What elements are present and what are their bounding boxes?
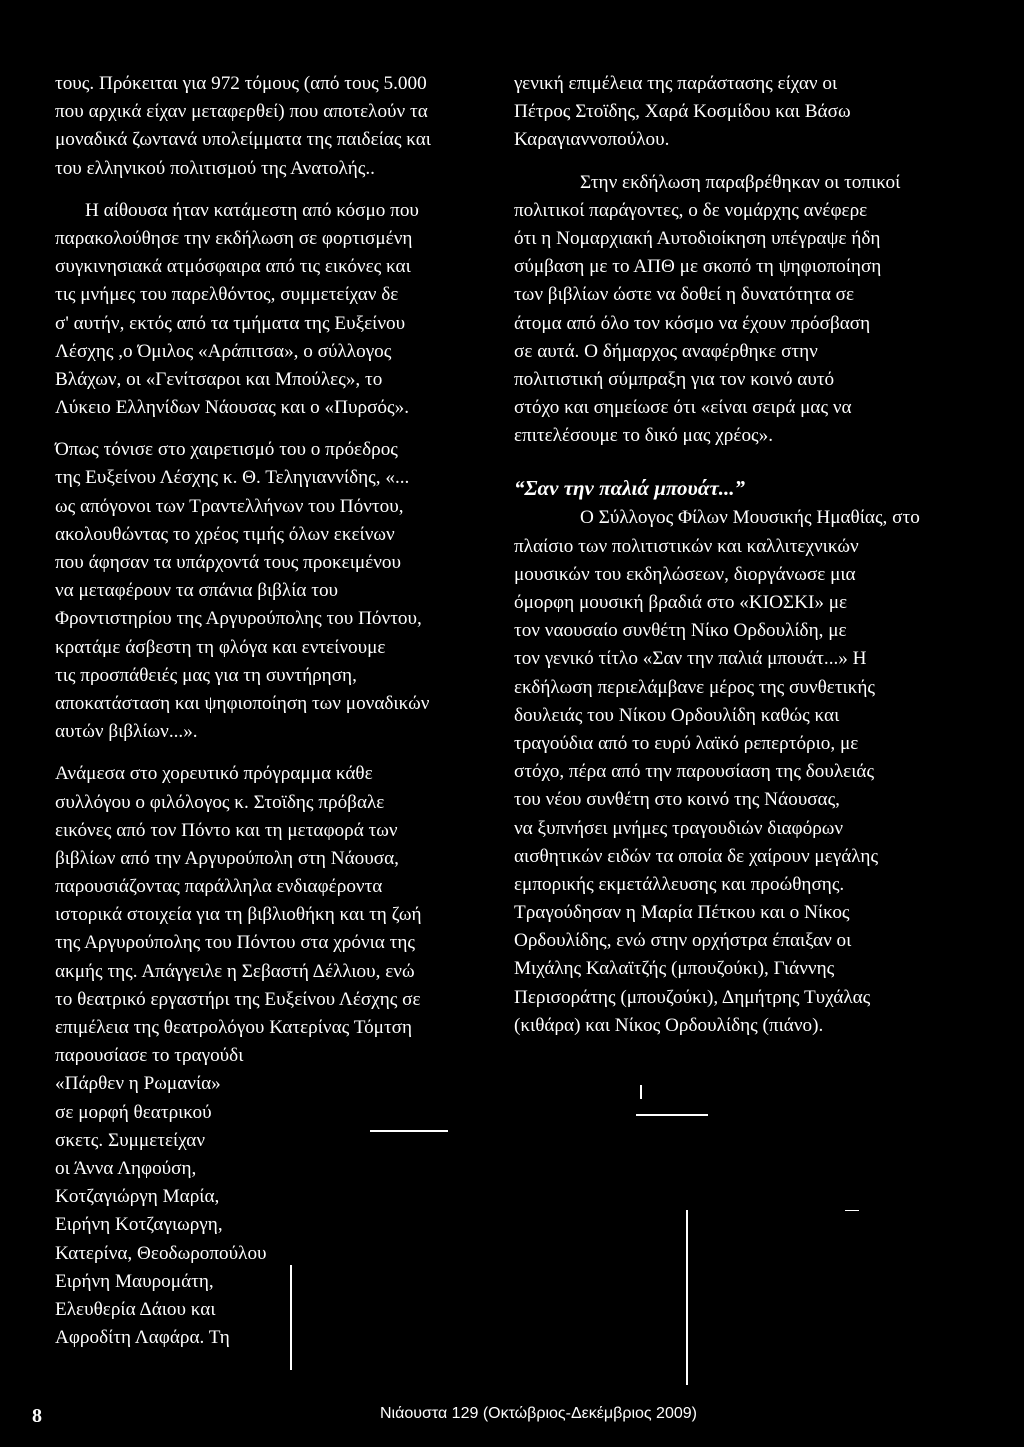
- text-line: το θεατρικό εργαστήρι της Ευξείνου Λέσχης σε: [55, 988, 421, 1010]
- text-line: πολιτιστική σύμπραξη για τον κοινό αυτό: [514, 368, 835, 390]
- scan-mark: [290, 1265, 292, 1370]
- left-paragraph-4: [55, 760, 510, 1352]
- divider-line: [636, 1114, 708, 1116]
- text-line: Κοτζαγιώργη Μαρία,: [55, 1186, 220, 1208]
- text-line: τους. Πρόκειται για 972 τόμους (από τους 5.000: [55, 73, 427, 94]
- text-line: Βλάχων, οι «Γενίτσαροι και Μπούλες», το: [55, 368, 383, 390]
- text-line: Ειρήνη Μαυρομάτη,: [55, 1270, 214, 1292]
- text-line: Ελευθερία Δάιου και: [55, 1298, 216, 1320]
- text-line: τις μνήμες του παρελθόντος, συμμετείχαν δε: [55, 284, 399, 306]
- text-line: της Αργυρούπολης του Πόντου στα χρόνια της: [55, 932, 415, 954]
- issue-info: Νιάουστα 129 (Οκτώβριος-Δεκέμβριος 2009): [380, 1405, 697, 1422]
- text-line: Αφροδίτη Λαφάρα. Τη: [55, 1327, 230, 1349]
- text-line: παρουσίασε το τραγούδι: [55, 1045, 244, 1067]
- text-line: οι Άννα Ληφούση,: [55, 1157, 197, 1179]
- text-line: τον ναουσαίο συνθέτη Νίκο Ορδουλίδη, με: [514, 620, 847, 642]
- text-line: βιβλίων από την Αργυρούπολη στη Νάουσα,: [55, 847, 399, 869]
- text-line: «Πάρθεν η Ρωμανία»: [55, 1073, 221, 1095]
- text-line: σε μορφή θεατρικού: [55, 1101, 212, 1123]
- text-line: ιστορικά στοιχεία για τη βιβλιοθήκη και τη ζωή: [55, 904, 422, 926]
- text-line: στόχο, πέρα από την παρουσίαση της δουλειάς: [514, 761, 875, 783]
- text-line: παρουσιάζοντας παράλληλα ενδιαφέροντα: [55, 876, 383, 898]
- text-line: ακολουθώντας το χρέος τιμής όλων εκείνων: [55, 523, 395, 545]
- text-line: τον γενικό τίτλο «Σαν την παλιά μπουάτ...» Η: [514, 648, 867, 670]
- text-line: επιτελέσουμε το δικό μας χρέος».: [514, 425, 774, 447]
- page-number: 8: [32, 1405, 42, 1427]
- text-line: συλλόγου ο φιλόλογος κ. Στοϊδης πρόβαλε: [55, 791, 385, 813]
- text-line: που άφησαν τα υπάρχοντά τους προκειμένου: [55, 552, 401, 573]
- text-line: πολιτικοί παράγοντες, ο δε νομάρχης ανέφερε: [514, 199, 868, 221]
- text-line: παρακολούθησε την εκδήλωση σε φορτισμένη: [55, 227, 413, 249]
- text-line: όμορφη μουσική βραδιά στο «ΚΙΟΣΚΙ» με: [514, 592, 848, 613]
- text-line: τις προσπάθειές μας για τη συντήρηση,: [55, 664, 357, 686]
- text-line: αυτών βιβλίων...».: [55, 721, 198, 743]
- text-line: συγκινησιακά ατμόσφαιρα από τις εικόνες και: [55, 256, 411, 278]
- text-line: ως απόγονοι των Τραντελλήνων του Πόντου,: [55, 495, 404, 517]
- text-line: πλαίσιο των πολιτιστικών και καλλιτεχνικών: [514, 535, 859, 557]
- text-line: του νέου συνθέτη στο κοινό της Νάουσας,: [514, 789, 840, 811]
- text-line: στόχο και σημείωσε ότι «είναι σειρά μας να: [514, 397, 852, 419]
- text-line: των βιβλίων ώστε να δοθεί η δυνατότητα σε: [514, 284, 855, 306]
- text-line: άτομα από όλο τον κόσμο να έχουν πρόσβαση: [514, 312, 871, 334]
- text-line: Η αίθουσα ήταν κατάμεστη από κόσμο που: [85, 199, 419, 221]
- text-line: ότι η Νομαρχιακή Αυτοδιοίκηση υπέγραψε ήδη: [514, 227, 881, 249]
- text-line: Καραγιαννοπούλου.: [514, 129, 670, 151]
- text-line: μοναδικά ζωντανά υπολείμματα της παιδείας και: [55, 129, 431, 151]
- scan-mark: [640, 1085, 642, 1099]
- text-line: εμπορικής εκμετάλλευσης και προώθησης.: [514, 873, 845, 895]
- text-line: του ελληνικού πολιτισμού της Ανατολής..: [55, 157, 375, 179]
- text-line: δουλειάς του Νίκου Ορδουλίδη καθώς και: [514, 704, 840, 726]
- text-line: Λύκειο Ελληνίδων Νάουσας και ο «Πυρσός».: [55, 397, 410, 419]
- scan-mark: [845, 1210, 859, 1211]
- text-line: σ' αυτήν, εκτός από τα τμήματα της Ευξείνου: [55, 312, 406, 334]
- text-line: αποκατάσταση και ψηφιοποίηση των μοναδικών: [55, 692, 430, 714]
- text-line: κρατάμε άσβεστη τη φλόγα και εντείνουμε: [55, 636, 386, 658]
- text-line: Λέσχης ,ο Όμιλος «Αράπιτσα», ο σύλλογος: [55, 340, 392, 362]
- divider-line: [370, 1130, 448, 1132]
- text-line: επιμέλεια της θεατρολόγου Κατερίνας Τόμτση: [55, 1017, 413, 1038]
- text-line: γενική επιμέλεια της παράστασης είχαν οι: [514, 73, 838, 94]
- text-line: Ειρήνη Κοτζαγιωργη,: [55, 1214, 223, 1236]
- text-line: εκδήλωση περιελάμβανε μέρος της συνθετικής: [514, 676, 876, 698]
- text-line: εικόνες από τον Πόντο και τη μεταφορά των: [55, 819, 398, 841]
- text-line: να μεταφέρουν τα σπάνια βιβλία του: [55, 580, 339, 602]
- text-line: Τραγούδησαν η Μαρία Πέτκου και ο Νίκος: [514, 902, 850, 924]
- left-paragraph-3: [55, 436, 510, 746]
- text-line: Ορδουλίδης, ενώ στην ορχήστρα έπαιξαν οι: [514, 930, 852, 952]
- section-heading: “Σαν την παλιά μπουάτ...”: [514, 476, 746, 501]
- text-line: Φροντιστηρίου της Αργυρούπολης του Πόντου,: [55, 608, 422, 630]
- text-line: (κιθάρα) και Νίκος Ορδουλίδης (πιάνο).: [514, 1014, 824, 1036]
- text-line: Πέτρος Στοϊδης, Χαρά Κοσμίδου και Βάσω: [514, 101, 851, 123]
- text-line: που αρχικά είχαν μεταφερθεί) που αποτελούν τα: [55, 101, 428, 123]
- text-line: Κατερίνα, Θεοδωροπούλου: [55, 1242, 267, 1264]
- right-paragraph-1: [514, 70, 960, 155]
- text-line: σε αυτά. Ο δήμαρχος αναφέρθηκε στην: [514, 340, 818, 362]
- text-line: σύμβαση με το ΑΠΘ με σκοπό τη ψηφιοποίηση: [514, 256, 882, 278]
- right-paragraph-2: [514, 169, 960, 451]
- text-line: να ξυπνήσει μνήμες τραγουδιών διαφόρων: [514, 817, 844, 839]
- text-line: Ανάμεσα στο χορευτικό πρόγραμμα κάθε: [55, 763, 373, 785]
- left-paragraph-2: [55, 197, 510, 423]
- scan-mark: [686, 1210, 688, 1385]
- text-line: ακμής της. Απάγγειλε η Σεβαστή Δέλλιου, ενώ: [55, 960, 415, 982]
- text-line: Στην εκδήλωση παραβρέθηκαν οι τοπικοί: [580, 171, 901, 193]
- text-line: Όπως τόνισε στο χαιρετισμό του ο πρόεδρος: [55, 439, 398, 461]
- text-line: Μιχάλης Καλαϊτζής (μπουζούκι), Γιάννης: [514, 958, 835, 980]
- text-line: τραγούδια από το ευρύ λαϊκό ρεπερτόριο, με: [514, 732, 859, 754]
- text-line: αισθητικών ειδών τα οποία δε χαίρουν μεγάλης: [514, 845, 879, 867]
- right-paragraph-3: [514, 504, 960, 1040]
- left-column: [55, 70, 510, 1352]
- text-line: σκετς. Συμμετείχαν: [55, 1129, 206, 1151]
- text-line: της Ευξείνου Λέσχης κ. Θ. Τεληγιαννίδης, «...: [55, 467, 410, 489]
- left-paragraph-1: [55, 70, 510, 183]
- text-line: μουσικών του εκδηλώσεων, διοργάνωσε μια: [514, 563, 856, 585]
- right-column: [514, 70, 960, 1040]
- text-line: Ο Σύλλογος Φίλων Μουσικής Ημαθίας, στο: [580, 507, 920, 529]
- text-line: Περισοράτης (μπουζούκι), Δημήτρης Τυχάλας: [514, 986, 871, 1008]
